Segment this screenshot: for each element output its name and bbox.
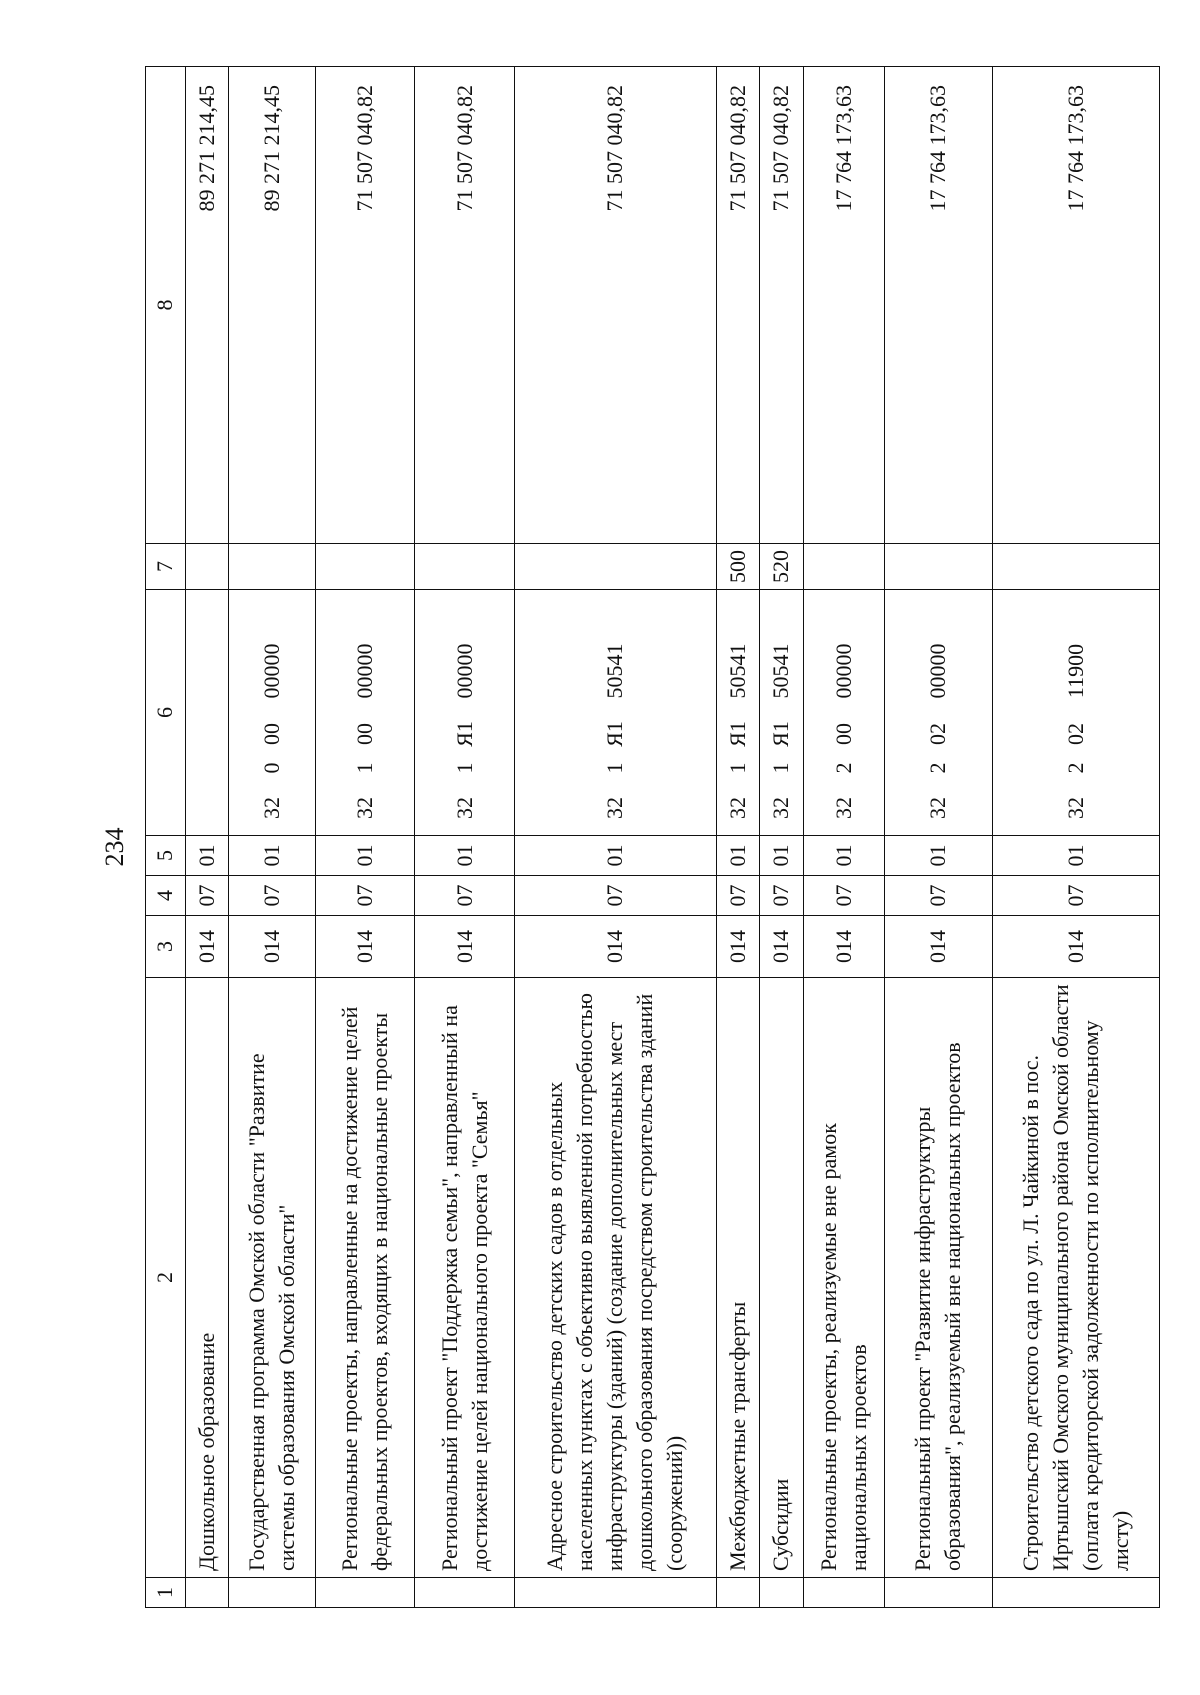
row-col7-cell: 520 [760,544,803,590]
row-col4-cell: 07 [228,876,315,916]
code-part-1: 32 [1062,797,1088,819]
row-col4-cell: 07 [515,876,717,916]
row-number-cell [185,1578,228,1608]
row-col7-cell [228,544,315,590]
row-name-cell: Региональные проекты, направленные на достижение целей федеральных проектов, входящих в национальные проекты [315,978,415,1578]
code-part-4: 50541 [725,643,750,699]
row-col7-cell [315,544,415,590]
row-amount-cell: 71 507 040,82 [415,67,515,544]
code-part-3: 02 [1062,723,1088,745]
table-row [760,67,803,1608]
code-part-2: 1 [725,762,750,774]
code-part-4: 11900 [1062,643,1088,699]
row-name-cell: Региональные проекты, реализуемые вне рамок национальных проектов [803,978,885,1578]
header-col-1: 1 [146,1578,186,1608]
row-number-cell [415,1578,515,1608]
code-part-3: 00 [830,723,856,745]
code-part-4: 00000 [830,643,856,699]
row-code-cell [992,590,1159,836]
row-col3-cell: 014 [716,916,759,978]
table-row [228,67,315,1608]
row-number-cell [716,1578,759,1608]
row-name-cell: Межбюджетные трансферты [716,978,759,1578]
row-code-cell [185,590,228,836]
header-col-4: 4 [146,876,186,916]
row-amount-cell: 89 271 214,45 [185,67,228,544]
row-col3-cell: 014 [315,916,415,978]
row-col3-cell: 014 [760,916,803,978]
page-number: 234 [100,827,129,867]
code-part-3: 00 [258,723,284,745]
code-part-3: Я1 [768,721,794,747]
row-col3-cell: 014 [803,916,885,978]
row-number-cell [760,1578,803,1608]
row-col5-cell: 01 [228,836,315,876]
row-number-cell [992,1578,1159,1608]
row-amount-cell: 17 764 173,63 [885,67,992,544]
row-col3-cell: 014 [415,916,515,978]
row-code-cell [716,590,759,836]
row-col3-cell: 014 [515,916,717,978]
row-amount-cell: 71 507 040,82 [760,67,803,544]
table-row [185,67,228,1608]
code-part-2: 2 [925,762,951,774]
header-col-7: 7 [146,544,186,590]
row-name-cell: Региональный проект "Поддержка семьи", направленный на достижение целей национального проекта "Семья" [415,978,515,1578]
row-code-cell [885,590,992,836]
table-row [515,67,717,1608]
row-col4-cell: 07 [760,876,803,916]
row-amount-cell: 17 764 173,63 [803,67,885,544]
code-part-3: 02 [925,723,951,745]
code-part-2: 2 [1062,762,1088,774]
row-number-cell [315,1578,415,1608]
row-number-cell [885,1578,992,1608]
table-row [315,67,415,1608]
row-col5-cell: 01 [803,836,885,876]
row-col3-cell: 014 [992,916,1159,978]
code-part-4: 00000 [451,643,477,699]
code-part-4: 00000 [925,643,951,699]
row-col7-cell [992,544,1159,590]
row-col5-cell: 01 [185,836,228,876]
row-col4-cell: 07 [885,876,992,916]
header-col-3: 3 [146,916,186,978]
row-code-cell [803,590,885,836]
row-col4-cell: 07 [415,876,515,916]
row-number-cell [228,1578,315,1608]
row-code-cell [315,590,415,836]
row-name-cell: Региональный проект "Развитие инфраструктуры образования", реализуемый вне национальных проектов [885,978,992,1578]
row-col7-cell [415,544,515,590]
code-part-1: 32 [352,797,378,819]
row-code-cell [515,590,717,836]
row-name-cell: Государственная программа Омской области "Развитие системы образования Омской области" [228,978,315,1578]
row-col4-cell: 07 [803,876,885,916]
code-part-1: 32 [451,797,477,819]
code-part-4: 50541 [602,643,628,699]
row-number-cell [515,1578,717,1608]
code-part-4: 50541 [768,643,794,699]
row-col5-cell: 01 [515,836,717,876]
code-part-2: 1 [451,762,477,774]
code-part-1: 32 [602,797,628,819]
row-code-cell [415,590,515,836]
table-row [992,67,1159,1608]
code-part-1: 32 [768,797,794,819]
code-part-3: Я1 [451,721,477,747]
row-col5-cell: 01 [885,836,992,876]
row-code-cell [228,590,315,836]
table-row [885,67,992,1608]
row-name-cell: Строительство детского сада по ул. Л. Чайкиной в пос. Иртышский Омского муниципального района Омской области (оплата кредиторской задолженности по исполнительному листу) [992,978,1159,1578]
header-col-5: 5 [146,836,186,876]
row-number-cell [803,1578,885,1608]
row-col3-cell: 014 [185,916,228,978]
row-col5-cell: 01 [315,836,415,876]
code-part-2: 2 [830,762,856,774]
code-part-3: Я1 [602,721,628,747]
row-col7-cell [185,544,228,590]
code-part-2: 1 [602,762,628,774]
row-name-cell: Дошкольное образование [185,978,228,1578]
row-amount-cell: 71 507 040,82 [315,67,415,544]
row-name-cell: Субсидии [760,978,803,1578]
row-col5-cell: 01 [716,836,759,876]
code-part-4: 00000 [258,643,284,699]
row-code-cell [760,590,803,836]
row-col7-cell [803,544,885,590]
code-part-3: 00 [352,723,378,745]
header-col-6: 6 [146,590,186,836]
row-col4-cell: 07 [716,876,759,916]
code-part-1: 32 [258,797,284,819]
row-col7-cell [885,544,992,590]
header-row [146,67,186,1608]
table-row [415,67,515,1608]
row-name-cell: Адресное строительство детских садов в отдельных населенных пунктах с объективно выявленной потребностью инфраструктуры (зданий) (создание дополнительных мест дошкольного образования посредством строительства зданий (сооружений)) [515,978,717,1578]
row-amount-cell: 71 507 040,82 [716,67,759,544]
row-col7-cell [515,544,717,590]
row-col3-cell: 014 [228,916,315,978]
code-part-2: 1 [768,762,794,774]
row-col5-cell: 01 [415,836,515,876]
row-col4-cell: 07 [185,876,228,916]
table-row [803,67,885,1608]
code-part-3: Я1 [725,721,750,747]
code-part-1: 32 [925,797,951,819]
row-col4-cell: 07 [315,876,415,916]
code-part-1: 32 [830,797,856,819]
row-amount-cell: 71 507 040,82 [515,67,717,544]
header-col-2: 2 [146,978,186,1578]
code-part-2: 0 [258,762,284,774]
code-part-1: 32 [725,797,750,819]
budget-table [145,66,1160,1608]
row-col5-cell: 01 [760,836,803,876]
row-col7-cell: 500 [716,544,759,590]
row-col3-cell: 014 [885,916,992,978]
row-col5-cell: 01 [992,836,1159,876]
row-col4-cell: 07 [992,876,1159,916]
code-part-2: 1 [352,762,378,774]
table-row [716,67,759,1608]
row-amount-cell: 17 764 173,63 [992,67,1159,544]
code-part-4: 00000 [352,643,378,699]
header-col-8: 8 [146,67,186,544]
row-amount-cell: 89 271 214,45 [228,67,315,544]
budget-table-container [145,67,1200,1598]
